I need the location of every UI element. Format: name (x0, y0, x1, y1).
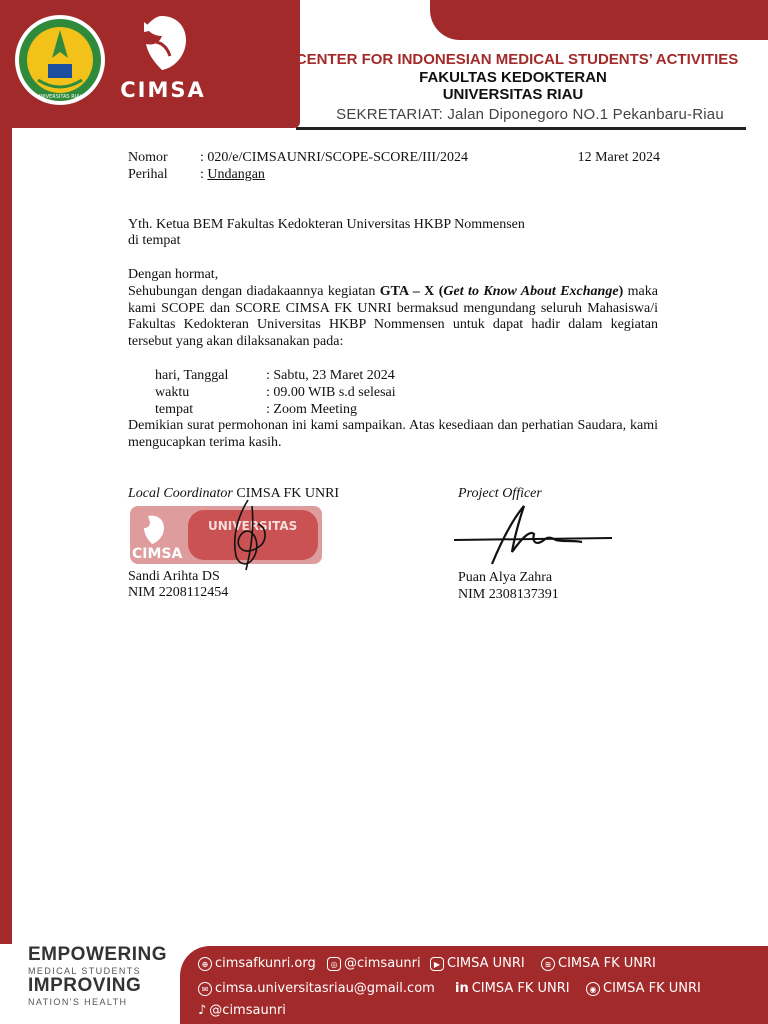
youtube-text: CIMSA UNRI (447, 956, 525, 971)
globe-icon: ⊕ (198, 957, 212, 971)
footer-linkedin[interactable] (455, 981, 570, 996)
secretariat-address: SEKRETARIAT: Jalan Diponegoro NO.1 Pekanbaru-Riau (336, 106, 724, 123)
header-divider (296, 127, 746, 130)
local-coordinator-nim: NIM 2208112454 (128, 585, 229, 600)
detail-label: hari, Tanggal (155, 368, 229, 383)
nomor-value: : 020/e/CIMSAUNRI/SCOPE-SCORE/III/2024 (200, 150, 468, 165)
perihal-colon: : (200, 167, 208, 182)
website-text: cimsafkunri.org (215, 956, 316, 971)
detail-value: : 09.00 WIB s.d selesai (266, 385, 396, 400)
email-icon: ✉ (198, 982, 212, 996)
title-rest: CIMSA FK UNRI (232, 486, 340, 501)
event-full-name: Get to Know About Exchange (443, 284, 619, 299)
instagram-icon: ◎ (327, 957, 341, 971)
stamp-cimsa-text: CIMSA (132, 546, 183, 562)
detail-label: tempat (155, 402, 194, 417)
event-close: ) (618, 284, 624, 299)
tiktok-text: @cimsaunri (209, 1003, 286, 1018)
linkedin-text: CIMSA FK UNRI (471, 981, 570, 996)
project-officer-title: Project Officer (458, 486, 542, 501)
slogan-line-4: NATION'S HEALTH (28, 997, 128, 1007)
footer-website[interactable] (198, 956, 316, 971)
detail-row-venue (155, 402, 555, 419)
footer-tiktok[interactable] (198, 1003, 286, 1018)
org-name: CENTER FOR INDONESIAN MEDICAL STUDENTS’ ACTIVITIES (295, 51, 739, 68)
instagram-text: @cimsaunri (344, 956, 421, 971)
seal-text: UNIVERSITAS RIAU (36, 94, 84, 100)
para-intro: Sehubungan dengan diadakaannya kegiatan (128, 284, 380, 299)
detail-value: : Sabtu, 23 Maret 2024 (266, 368, 395, 383)
para-rest: maka kami SCOPE dan SCORE CIMSA FK UNRI bermaksud mengundang seluruh Mahasiswa/i Fakultas Kedokteran Universitas HKBP Nommensen untuk dapat hadir dalam kegiatan tersebut yang akan dilaksanakan pada: (128, 284, 658, 349)
faculty-name: FAKULTAS KEDOKTERAN (419, 69, 607, 86)
cimsa-logo-text: CIMSA (120, 78, 206, 102)
perihal-row (128, 167, 660, 184)
spotify-icon: ≋ (541, 957, 555, 971)
footer-instagram[interactable] (327, 956, 421, 971)
university-seal-logo (14, 14, 106, 106)
body-paragraph (128, 284, 658, 350)
left-red-border (0, 128, 12, 944)
slogan-line-3: IMPROVING (28, 975, 142, 996)
footer-youtube[interactable] (430, 956, 525, 971)
perihal-label: Perihal (128, 167, 168, 182)
email-text: cimsa.universitasriau@gmail.com (215, 981, 435, 996)
header-right-red-bar (430, 0, 768, 40)
event-name: GTA – X ( (379, 284, 444, 299)
stamp-univ-text: UNIVERSITAS (208, 519, 298, 533)
local-coordinator-name: Sandi Arihta DS (128, 569, 220, 584)
nomor-label: Nomor (128, 150, 168, 165)
title-italic: Local Coordinator (128, 486, 233, 501)
recipient: Yth. Ketua BEM Fakultas Kedokteran Universitas HKBP Nommensen (128, 217, 525, 232)
cimsa-lion-logo (132, 12, 192, 74)
project-officer-signature (452, 500, 616, 568)
local-coordinator-signature (218, 496, 278, 576)
recipient-place: di tempat (128, 233, 181, 248)
other-social-text: CIMSA FK UNRI (603, 981, 701, 996)
tiktok-icon: ♪ (198, 1003, 207, 1018)
spotify-text: CIMSA FK UNRI (558, 956, 656, 971)
project-officer-nim: NIM 2308137391 (458, 587, 559, 602)
greeting: Dengan hormat, (128, 267, 219, 282)
closing-paragraph: Demikian surat permohonan ini kami sampaikan. Atas kesediaan dan perhatian Saudara, kami mengucapkan terima kasih. (128, 418, 658, 450)
university-name: UNIVERSITAS RIAU (442, 86, 584, 103)
project-officer-name: Puan Alya Zahra (458, 570, 553, 585)
perihal-value: Undangan (207, 167, 265, 182)
podcast-icon: ◉ (586, 982, 600, 996)
detail-value: : Zoom Meeting (266, 402, 357, 417)
letter-date: 12 Maret 2024 (577, 150, 660, 165)
slogan-line-1: EMPOWERING (28, 944, 168, 965)
detail-row-time (155, 385, 555, 402)
footer-other-social[interactable] (586, 981, 701, 996)
slogan-line-2: MEDICAL STUDENTS (28, 966, 142, 976)
footer-spotify[interactable] (541, 956, 656, 971)
nomor-row (128, 150, 660, 167)
footer-email[interactable] (198, 981, 435, 996)
detail-label: waktu (155, 385, 190, 400)
youtube-icon: ▶ (430, 957, 444, 971)
linkedin-icon: in (455, 981, 469, 996)
detail-row-date (155, 368, 555, 385)
